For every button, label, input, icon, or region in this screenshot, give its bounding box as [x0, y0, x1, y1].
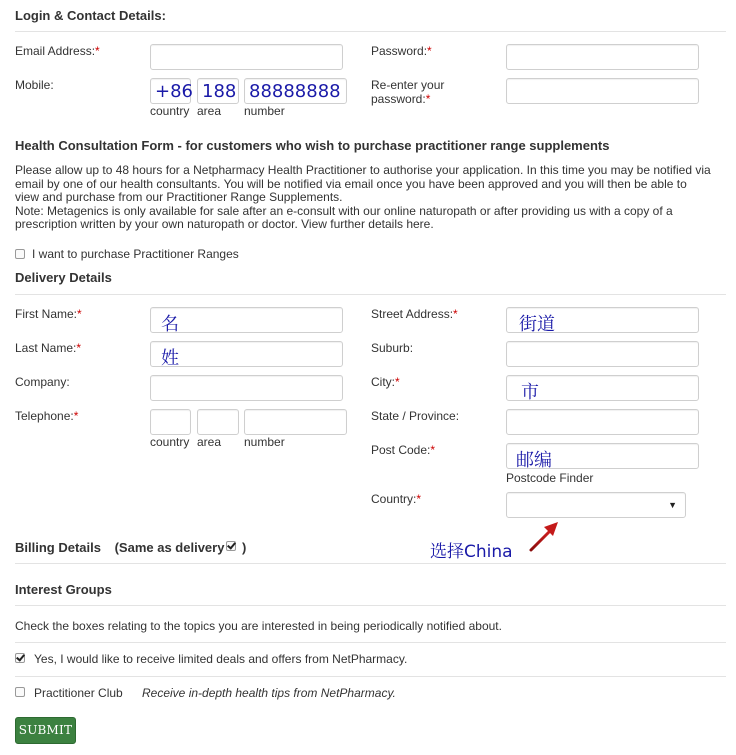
- telephone-number-sublabel: number: [244, 435, 285, 449]
- last-name-label: Last Name:*: [15, 341, 82, 355]
- password-input[interactable]: [506, 44, 699, 70]
- mobile-number-input[interactable]: [244, 78, 347, 104]
- telephone-label: Telephone:*: [15, 409, 79, 423]
- delivery-section-title: Delivery Details: [15, 270, 112, 285]
- divider: [15, 605, 726, 606]
- mobile-number-sublabel: number: [244, 104, 285, 118]
- mobile-number-value: 88888888: [249, 81, 341, 102]
- telephone-country-sublabel: country: [150, 435, 190, 449]
- divider: [15, 642, 726, 643]
- billing-section-title: Billing Details (Same as delivery: [15, 540, 225, 555]
- practitioner-club-label: Practitioner Club: [34, 686, 123, 700]
- chevron-down-icon: ▼: [668, 500, 677, 510]
- last-name-input[interactable]: [150, 341, 343, 367]
- company-label: Company:: [15, 375, 70, 389]
- login-section-title: Login & Contact Details:: [15, 8, 166, 23]
- last-name-value: 姓: [161, 348, 179, 369]
- mobile-label: Mobile:: [15, 78, 54, 92]
- divider: [15, 676, 726, 677]
- divider: [15, 31, 726, 32]
- telephone-area-sublabel: area: [197, 435, 222, 449]
- reenter-password-input[interactable]: [506, 78, 699, 104]
- postcode-finder-link[interactable]: Postcode Finder: [506, 471, 594, 485]
- company-input[interactable]: [150, 375, 343, 401]
- street-address-label: Street Address:*: [371, 307, 458, 321]
- interest-section-title: Interest Groups: [15, 582, 112, 597]
- mobile-area-input[interactable]: [197, 78, 239, 104]
- email-label: Email Address:*: [15, 44, 100, 58]
- deals-checkbox[interactable]: [15, 653, 25, 663]
- mobile-area-value: 188: [202, 81, 237, 102]
- divider: [15, 563, 726, 564]
- consult-paragraph: Please allow up to 48 hours for a Netpharmacy Health Practitioner to authorise your application. In this time you may be notified via email by one of our health consultants. You will be notified via email once you have been approved and you will then be able to view and purchase from our Practitioner Range Supplements. Note: Metagenics is only available for sale after an e-consult with our online naturopath or after providing us with a copy of a prescription written by your own naturopath or doctor. View further details here.: [15, 163, 711, 232]
- mobile-country-input[interactable]: [150, 78, 191, 104]
- password-label: Password:*: [371, 44, 432, 58]
- telephone-country-input[interactable]: [150, 409, 191, 435]
- country-select[interactable]: [506, 492, 686, 518]
- billing-close-paren: ): [242, 540, 247, 555]
- suburb-label: Suburb:: [371, 341, 414, 355]
- same-as-delivery-checkbox[interactable]: [226, 541, 236, 551]
- state-label: State / Province:: [371, 409, 460, 423]
- mobile-country-sublabel: country: [150, 104, 190, 118]
- postcode-label: Post Code:*: [371, 443, 436, 457]
- street-address-input[interactable]: [506, 307, 699, 333]
- telephone-area-input[interactable]: [197, 409, 239, 435]
- state-input[interactable]: [506, 409, 699, 435]
- email-input[interactable]: [150, 44, 343, 70]
- submit-button[interactable]: SUBMIT: [15, 717, 76, 744]
- postcode-value: 邮编: [516, 450, 552, 471]
- practitioner-club-checkbox[interactable]: [15, 687, 25, 697]
- mobile-area-sublabel: area: [197, 104, 222, 118]
- deals-label: Yes, I would like to receive limited deals and offers from NetPharmacy.: [34, 652, 408, 666]
- street-address-value: 街道: [519, 314, 555, 335]
- annotation-text: 选择China: [430, 542, 513, 562]
- first-name-value: 名: [161, 314, 179, 335]
- divider: [15, 294, 726, 295]
- first-name-label: First Name:*: [15, 307, 82, 321]
- reenter-password-label: Re-enter your password:*: [371, 78, 445, 106]
- first-name-input[interactable]: [150, 307, 343, 333]
- interest-description: Check the boxes relating to the topics you are interested in being periodically notified about.: [15, 619, 502, 633]
- practitioner-ranges-label: I want to purchase Practitioner Ranges: [32, 247, 239, 261]
- suburb-input[interactable]: [506, 341, 699, 367]
- city-value: 市: [521, 382, 539, 403]
- annotation-arrow-icon: [525, 518, 565, 556]
- telephone-number-input[interactable]: [244, 409, 347, 435]
- country-label: Country:*: [371, 492, 422, 506]
- city-input[interactable]: [506, 375, 699, 401]
- practitioner-club-description: Receive in-depth health tips from NetPharmacy.: [142, 686, 396, 700]
- practitioner-ranges-checkbox[interactable]: [15, 249, 25, 259]
- postcode-input[interactable]: [506, 443, 699, 469]
- consult-section-title: Health Consultation Form - for customers who wish to purchase practitioner range supplements: [15, 138, 610, 153]
- mobile-country-value: +86: [155, 81, 193, 102]
- city-label: City:*: [371, 375, 400, 389]
